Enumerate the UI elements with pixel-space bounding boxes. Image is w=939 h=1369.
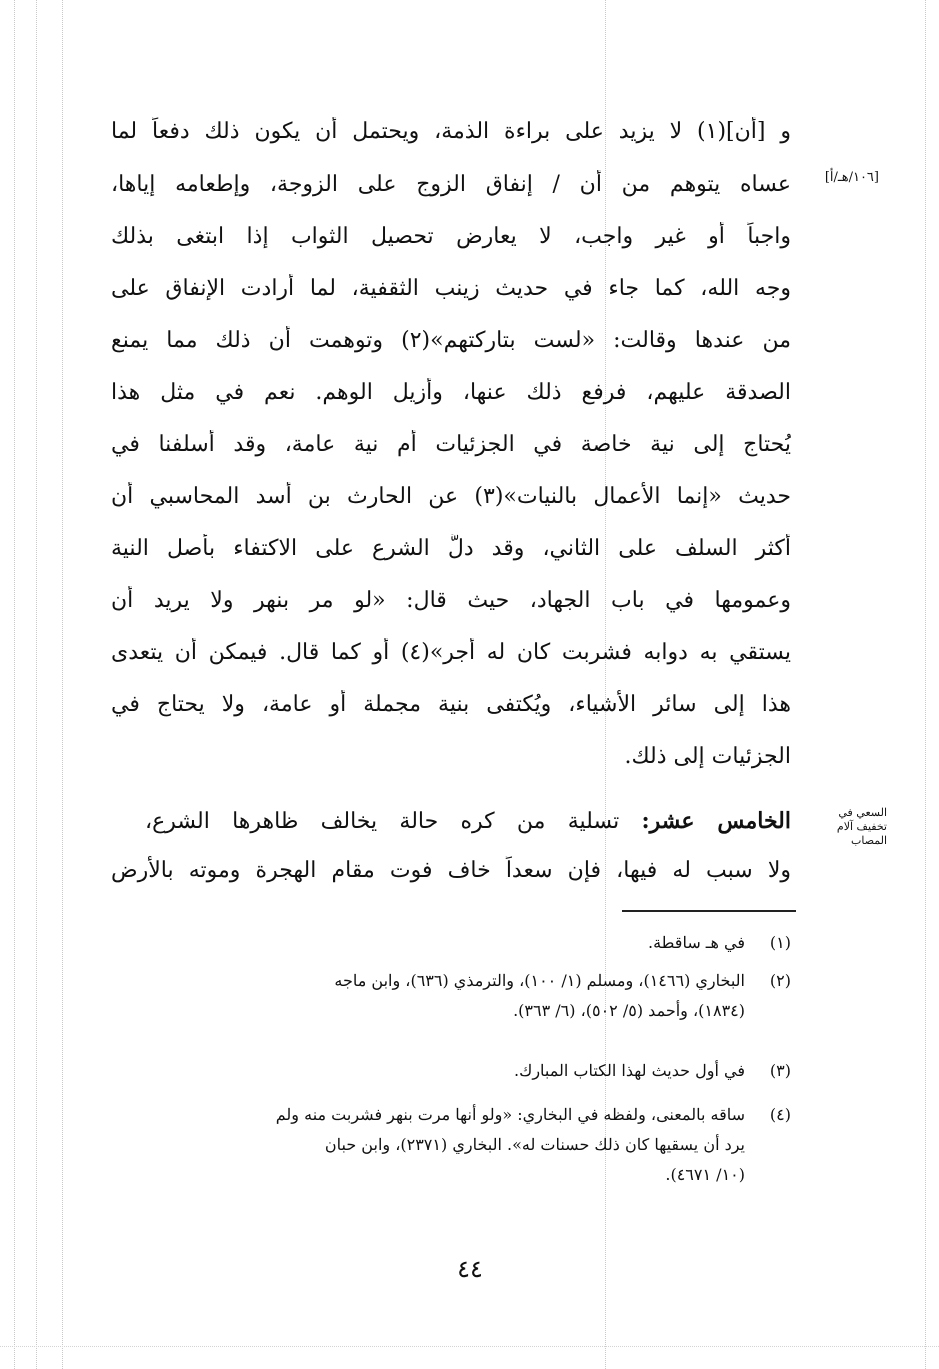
text-line: واجباً أو غير واجب، لا يعارض تحصيل الثواب إذا ابتغى بذلك [111, 224, 791, 249]
scan-guide-line [62, 0, 63, 1369]
scan-guide-line [0, 1346, 939, 1347]
text-line: ولا سبب له فيها، فإن سعداً خاف فوت مقام الهجرة وموته بالأرض [111, 858, 791, 883]
text-line: يُحتاج إلى نية خاصة في الجزئيات أم نية عامة، وقد أسلفنا في [111, 432, 791, 457]
text-line: من عندها وقالت: «لست بتاركتهم»(٢) وتوهمت أن ذلك مما يمنع [111, 328, 791, 353]
text-line: أكثر السلف على الثاني، وقد دلَّ الشرع على الاكتفاء بأصل النية [111, 536, 791, 561]
footnote-number: (٤) [769, 1105, 791, 1124]
footnote-separator [622, 910, 796, 912]
footnote-number: (٣) [769, 1061, 791, 1080]
footnote-text: في هـ ساقطة. [648, 933, 745, 952]
text-line: حديث «إنما الأعمال بالنيات»(٣) عن الحارث بن أسد المحاسبي أن [111, 484, 791, 509]
footnote-number: (١) [769, 933, 791, 952]
footnote-text: في أول حديث لهذا الكتاب المبارك. [514, 1061, 745, 1080]
footnote-text: البخاري (١٤٦٦)، ومسلم (١/ ١٠٠)، والترمذي (٦٣٦)، وابن ماجه (١٨٣٤)، وأحمد (٥/ ٥٠٢)، (٦/ ٣٦٣). [334, 971, 745, 1020]
scan-guide-line [36, 0, 37, 1369]
text-line: الصدقة عليهم، فرفع ذلك عنها، وأزيل الوهم. نعم في مثل هذا [111, 380, 791, 405]
section-heading: الخامس عشر: [641, 808, 791, 834]
footnote-4 [141, 1100, 791, 1190]
side-note-line: السعي في [838, 806, 887, 819]
section-text: تسلية من كره حالة يخالف ظاهرها الشرع، [145, 809, 620, 834]
footnote-text: ساقه بالمعنى، ولفظه في البخاري: «ولو أنها مرت بنهر فشربت منه ولم يرد أن يسقيها كان ذلك حسنات له». البخاري (٢٣٧١)، وابن حبان (١٠/ ٤٦٧١). [275, 1105, 745, 1184]
text-line: عساه يتوهم من أن / إنفاق الزوج على الزوجة، وإطعامه إياها، [111, 172, 791, 197]
text-line: يستقي به دوابه فشربت كان له أجر»(٤) أو كما قال. فيمكن أن يتعدى [111, 640, 791, 665]
page-number: ٤٤ [457, 1255, 483, 1283]
scan-guide-line [925, 0, 926, 1369]
scan-guide-line [14, 0, 15, 1369]
footnote-1 [141, 928, 791, 958]
manuscript-folio-marker: [١٠٦/هـ/أ] [824, 170, 879, 185]
text-line: و [أن](١) لا يزيد على براءة الذمة، ويحتمل أن يكون ذلك دفعاً لما [111, 119, 791, 144]
section-heading-line [145, 806, 791, 836]
margin-side-note [799, 806, 887, 848]
footnote-2 [141, 966, 791, 1026]
text-line: الجزئيات إلى ذلك. [624, 744, 791, 769]
text-line: وجه الله، كما جاء في حديث زينب الثقفية، لما أرادت الإنفاق على [111, 276, 791, 301]
footnote-3 [141, 1056, 791, 1086]
side-note-line: المصاب [850, 834, 887, 847]
side-note-line: تخفيف آلام [836, 820, 887, 833]
footnote-number: (٢) [769, 971, 791, 990]
text-line: وعمومها في باب الجهاد، حيث قال: «لو مر بنهر ولا يريد أن [111, 588, 791, 613]
text-line: هذا إلى سائر الأشياء، ويُكتفى بنية مجملة أو عامة، ولا يحتاج في [111, 692, 791, 717]
